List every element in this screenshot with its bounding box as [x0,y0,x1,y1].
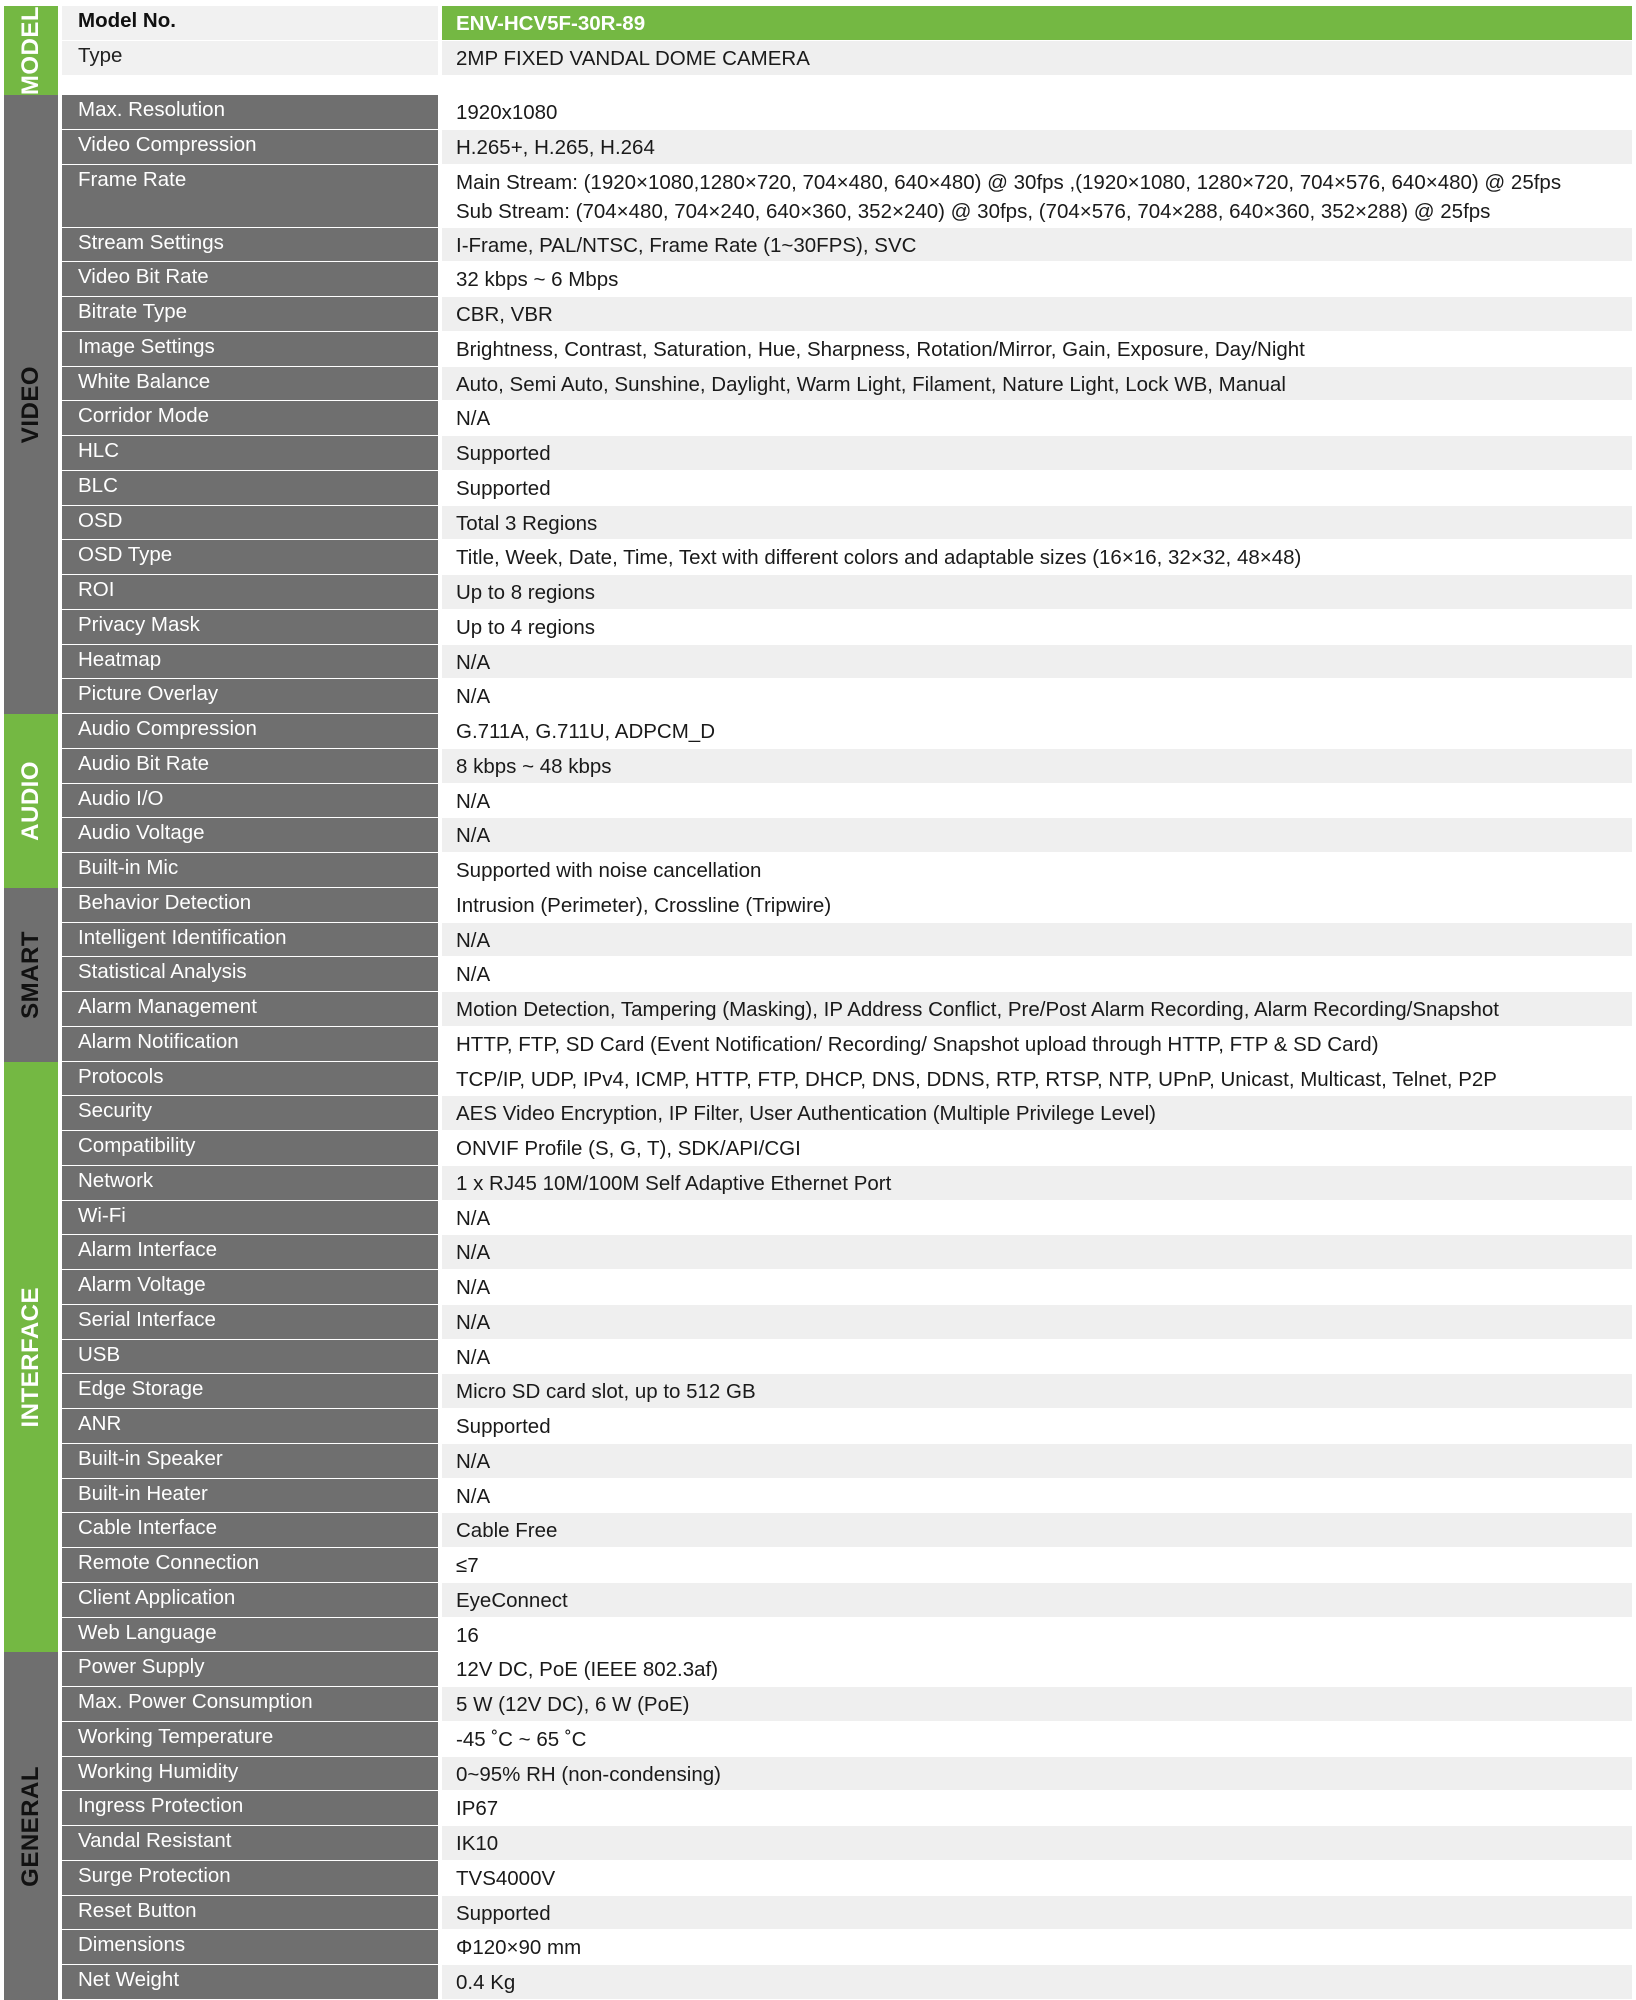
spec-label: ANR [62,1409,438,1443]
spec-value: 32 kbps ~ 6 Mbps [442,262,1632,296]
spec-value: Up to 8 regions [442,575,1632,609]
spec-value: Auto, Semi Auto, Sunshine, Daylight, Warm Light, Filament, Nature Light, Lock WB, Manual [442,367,1632,401]
spec-label: Max. Power Consumption [62,1687,438,1721]
spec-value: Title, Week, Date, Time, Text with different colors and adaptable sizes (16×16, 32×32, 48×48) [442,540,1632,574]
section-rows [62,1062,1632,1653]
spec-label: Built-in Heater [62,1479,438,1513]
spec-row [62,1965,1632,2000]
spec-label: Model No. [62,6,438,40]
spec-row [62,262,1632,297]
spec-row [62,1930,1632,1965]
spec-row [62,436,1632,471]
section-title-text: INTERFACE [17,1286,44,1428]
spec-label: Heatmap [62,645,438,679]
spec-value: N/A [442,1270,1632,1304]
spec-value: IK10 [442,1826,1632,1860]
spec-row [62,749,1632,784]
spec-label: Image Settings [62,332,438,366]
spec-value: 2MP FIXED VANDAL DOME CAMERA [442,41,1632,75]
section-video [4,95,1632,714]
spec-value: -45 ˚C ~ 65 ˚C [442,1722,1632,1756]
section-rows [62,95,1632,714]
spec-label: Alarm Management [62,992,438,1026]
spec-row [62,1409,1632,1444]
spec-label: Edge Storage [62,1374,438,1408]
section-title [4,95,58,714]
spec-row [62,165,1632,228]
spec-value-line: Main Stream: (1920×1080,1280×720, 704×480, 640×480) @ 30fps ,(1920×1080, 1280×720, 704×576, 640×480) @ 25fps [456,170,1562,194]
spec-value: 8 kbps ~ 48 kbps [442,749,1632,783]
spec-label: Privacy Mask [62,610,438,644]
spec-row [62,1826,1632,1861]
spec-value: G.711A, G.711U, ADPCM_D [442,714,1632,748]
spec-value: N/A [442,645,1632,679]
section-title-text: MODEL [17,6,44,96]
spec-row [62,1340,1632,1375]
spec-label: Net Weight [62,1965,438,1999]
spec-label: Wi-Fi [62,1201,438,1235]
spec-value: Motion Detection, Tampering (Masking), IP Address Conflict, Pre/Post Alarm Recording, Alarm Recording/Snapshot [442,992,1632,1026]
spec-label: Surge Protection [62,1861,438,1895]
spec-label: Dimensions [62,1930,438,1964]
spec-label: Security [62,1096,438,1130]
spec-value: N/A [442,401,1632,435]
spec-row [62,1027,1632,1062]
spec-row [62,506,1632,541]
spec-label: Alarm Notification [62,1027,438,1061]
spec-row [62,784,1632,819]
spec-label: OSD Type [62,540,438,574]
spec-label: Remote Connection [62,1548,438,1582]
spec-label: Audio Voltage [62,818,438,852]
spec-value: CBR, VBR [442,297,1632,331]
spec-row [62,1861,1632,1896]
spec-value: TCP/IP, UDP, IPv4, ICMP, HTTP, FTP, DHCP, DNS, DDNS, RTP, RTSP, NTP, UPnP, Unicast, Multicast, Telnet, P2P [442,1062,1632,1096]
spec-row [62,6,1632,41]
spec-row [62,1583,1632,1618]
spec-row [62,1131,1632,1166]
spec-value: N/A [442,818,1632,852]
spec-row [62,1652,1632,1687]
spec-label: Audio Compression [62,714,438,748]
spec-value: 1920x1080 [442,95,1632,129]
section-model [4,6,1632,95]
spec-label: OSD [62,506,438,540]
spec-row [62,992,1632,1027]
spec-value: N/A [442,1201,1632,1235]
spec-row [62,575,1632,610]
spec-sheet [4,6,1632,2000]
section-rows [62,1652,1632,2000]
spec-value: ENV-HCV5F-30R-89 [442,6,1632,40]
spec-value: EyeConnect [442,1583,1632,1617]
spec-value: Supported [442,471,1632,505]
spec-value: Cable Free [442,1513,1632,1547]
spec-label: Alarm Voltage [62,1270,438,1304]
spec-label: Working Temperature [62,1722,438,1756]
spec-value: N/A [442,1340,1632,1374]
section-title [4,1652,58,2000]
spec-row [62,1166,1632,1201]
spec-row [62,332,1632,367]
spec-label: Vandal Resistant [62,1826,438,1860]
section-rows [62,6,1632,95]
spec-value: 1 x RJ45 10M/100M Self Adaptive Ethernet Port [442,1166,1632,1200]
spec-row [62,367,1632,402]
spec-row [62,888,1632,923]
section-title [4,1062,58,1653]
spec-row [62,1201,1632,1236]
spec-row [62,1687,1632,1722]
spec-row [62,130,1632,165]
spec-row [62,1896,1632,1931]
spec-row [62,1791,1632,1826]
spec-label: Picture Overlay [62,679,438,713]
spec-value: ONVIF Profile (S, G, T), SDK/API/CGI [442,1131,1632,1165]
spec-label: Cable Interface [62,1513,438,1547]
spec-row [62,853,1632,888]
spec-value: AES Video Encryption, IP Filter, User Authentication (Multiple Privilege Level) [442,1096,1632,1130]
spec-row [62,1305,1632,1340]
spec-value: N/A [442,784,1632,818]
spec-value: TVS4000V [442,1861,1632,1895]
spec-label: HLC [62,436,438,470]
spec-row [62,1757,1632,1792]
spec-row [62,41,1632,76]
spec-row [62,714,1632,749]
spec-label: Intelligent Identification [62,923,438,957]
section-title [4,714,58,888]
spec-value: N/A [442,923,1632,957]
spec-label: USB [62,1340,438,1374]
spec-label: Audio Bit Rate [62,749,438,783]
section-title [4,6,58,95]
spec-row [62,645,1632,680]
spec-row [62,1479,1632,1514]
spec-label: Built-in Speaker [62,1444,438,1478]
spec-row [62,1062,1632,1097]
spec-row [62,923,1632,958]
spec-row [62,1513,1632,1548]
spec-label: Video Bit Rate [62,262,438,296]
spec-row [62,1096,1632,1131]
spec-label: Reset Button [62,1896,438,1930]
spec-value-line: Sub Stream: (704×480, 704×240, 640×360, 352×240) @ 30fps, (704×576, 704×288, 640×360, 352×288) @ 25fps [456,199,1491,223]
section-title-text: VIDEO [17,366,44,444]
spec-label: White Balance [62,367,438,401]
section-smart [4,888,1632,1062]
spec-value: Supported with noise cancellation [442,853,1632,887]
spec-label: Alarm Interface [62,1235,438,1269]
spec-label: Max. Resolution [62,95,438,129]
spec-value: N/A [442,1235,1632,1269]
spec-value: H.265+, H.265, H.264 [442,130,1632,164]
spec-value: Supported [442,436,1632,470]
spec-row [62,228,1632,263]
spec-value: Up to 4 regions [442,610,1632,644]
section-title-text: SMART [17,930,44,1019]
spec-row [62,95,1632,130]
spec-row [62,679,1632,714]
spec-value: Supported [442,1896,1632,1930]
spec-label: Stream Settings [62,228,438,262]
spec-label: Client Application [62,1583,438,1617]
spec-value: 0~95% RH (non-condensing) [442,1757,1632,1791]
spec-label: Web Language [62,1618,438,1652]
section-title-text: AUDIO [17,761,44,841]
spec-value [442,165,1632,227]
spec-value: HTTP, FTP, SD Card (Event Notification/ Recording/ Snapshot upload through HTTP, FTP & SD Card) [442,1027,1632,1061]
spec-value: N/A [442,1305,1632,1339]
spec-row [62,297,1632,332]
spec-label: Bitrate Type [62,297,438,331]
section-audio [4,714,1632,888]
spec-row [62,957,1632,992]
section-title [4,888,58,1062]
spec-value: 0.4 Kg [442,1965,1632,1999]
spec-label: Power Supply [62,1652,438,1686]
spec-value: 12V DC, PoE (IEEE 802.3af) [442,1652,1632,1686]
spec-row [62,1374,1632,1409]
spec-label: Network [62,1166,438,1200]
spec-label: BLC [62,471,438,505]
spec-value: Total 3 Regions [442,506,1632,540]
spec-label: Serial Interface [62,1305,438,1339]
spec-row [62,1270,1632,1305]
spec-value: 16 [442,1618,1632,1652]
spec-value: N/A [442,679,1632,713]
spec-label: Statistical Analysis [62,957,438,991]
spec-label: Behavior Detection [62,888,438,922]
section-general [4,1652,1632,2000]
spec-value: IP67 [442,1791,1632,1825]
spec-value: 5 W (12V DC), 6 W (PoE) [442,1687,1632,1721]
spec-label: ROI [62,575,438,609]
spec-label: Frame Rate [62,165,438,227]
spec-label: Corridor Mode [62,401,438,435]
spec-value: N/A [442,957,1632,991]
section-rows [62,888,1632,1062]
spec-label: Working Humidity [62,1757,438,1791]
section-interface [4,1062,1632,1653]
spec-value: Micro SD card slot, up to 512 GB [442,1374,1632,1408]
section-title-text: GENERAL [17,1765,44,1887]
spec-label: Video Compression [62,130,438,164]
spec-label: Type [62,41,438,75]
spec-row [62,1235,1632,1270]
spec-value: Intrusion (Perimeter), Crossline (Tripwire) [442,888,1632,922]
spec-value: Φ120×90 mm [442,1930,1632,1964]
spec-label: Audio I/O [62,784,438,818]
spec-row [62,1548,1632,1583]
section-rows [62,714,1632,888]
spec-row [62,401,1632,436]
spec-row [62,471,1632,506]
spec-row [62,1618,1632,1653]
spec-value: I-Frame, PAL/NTSC, Frame Rate (1~30FPS), SVC [442,228,1632,262]
spec-label: Compatibility [62,1131,438,1165]
spec-value: Supported [442,1409,1632,1443]
spec-label: Ingress Protection [62,1791,438,1825]
spec-value: N/A [442,1444,1632,1478]
spec-label: Protocols [62,1062,438,1096]
spec-row [62,1444,1632,1479]
spec-label: Built-in Mic [62,853,438,887]
spec-value: N/A [442,1479,1632,1513]
spec-value: ≤7 [442,1548,1632,1582]
spec-row [62,610,1632,645]
spec-row [62,818,1632,853]
spec-value: Brightness, Contrast, Saturation, Hue, Sharpness, Rotation/Mirror, Gain, Exposure, Day/Night [442,332,1632,366]
spec-row [62,1722,1632,1757]
spec-row [62,540,1632,575]
